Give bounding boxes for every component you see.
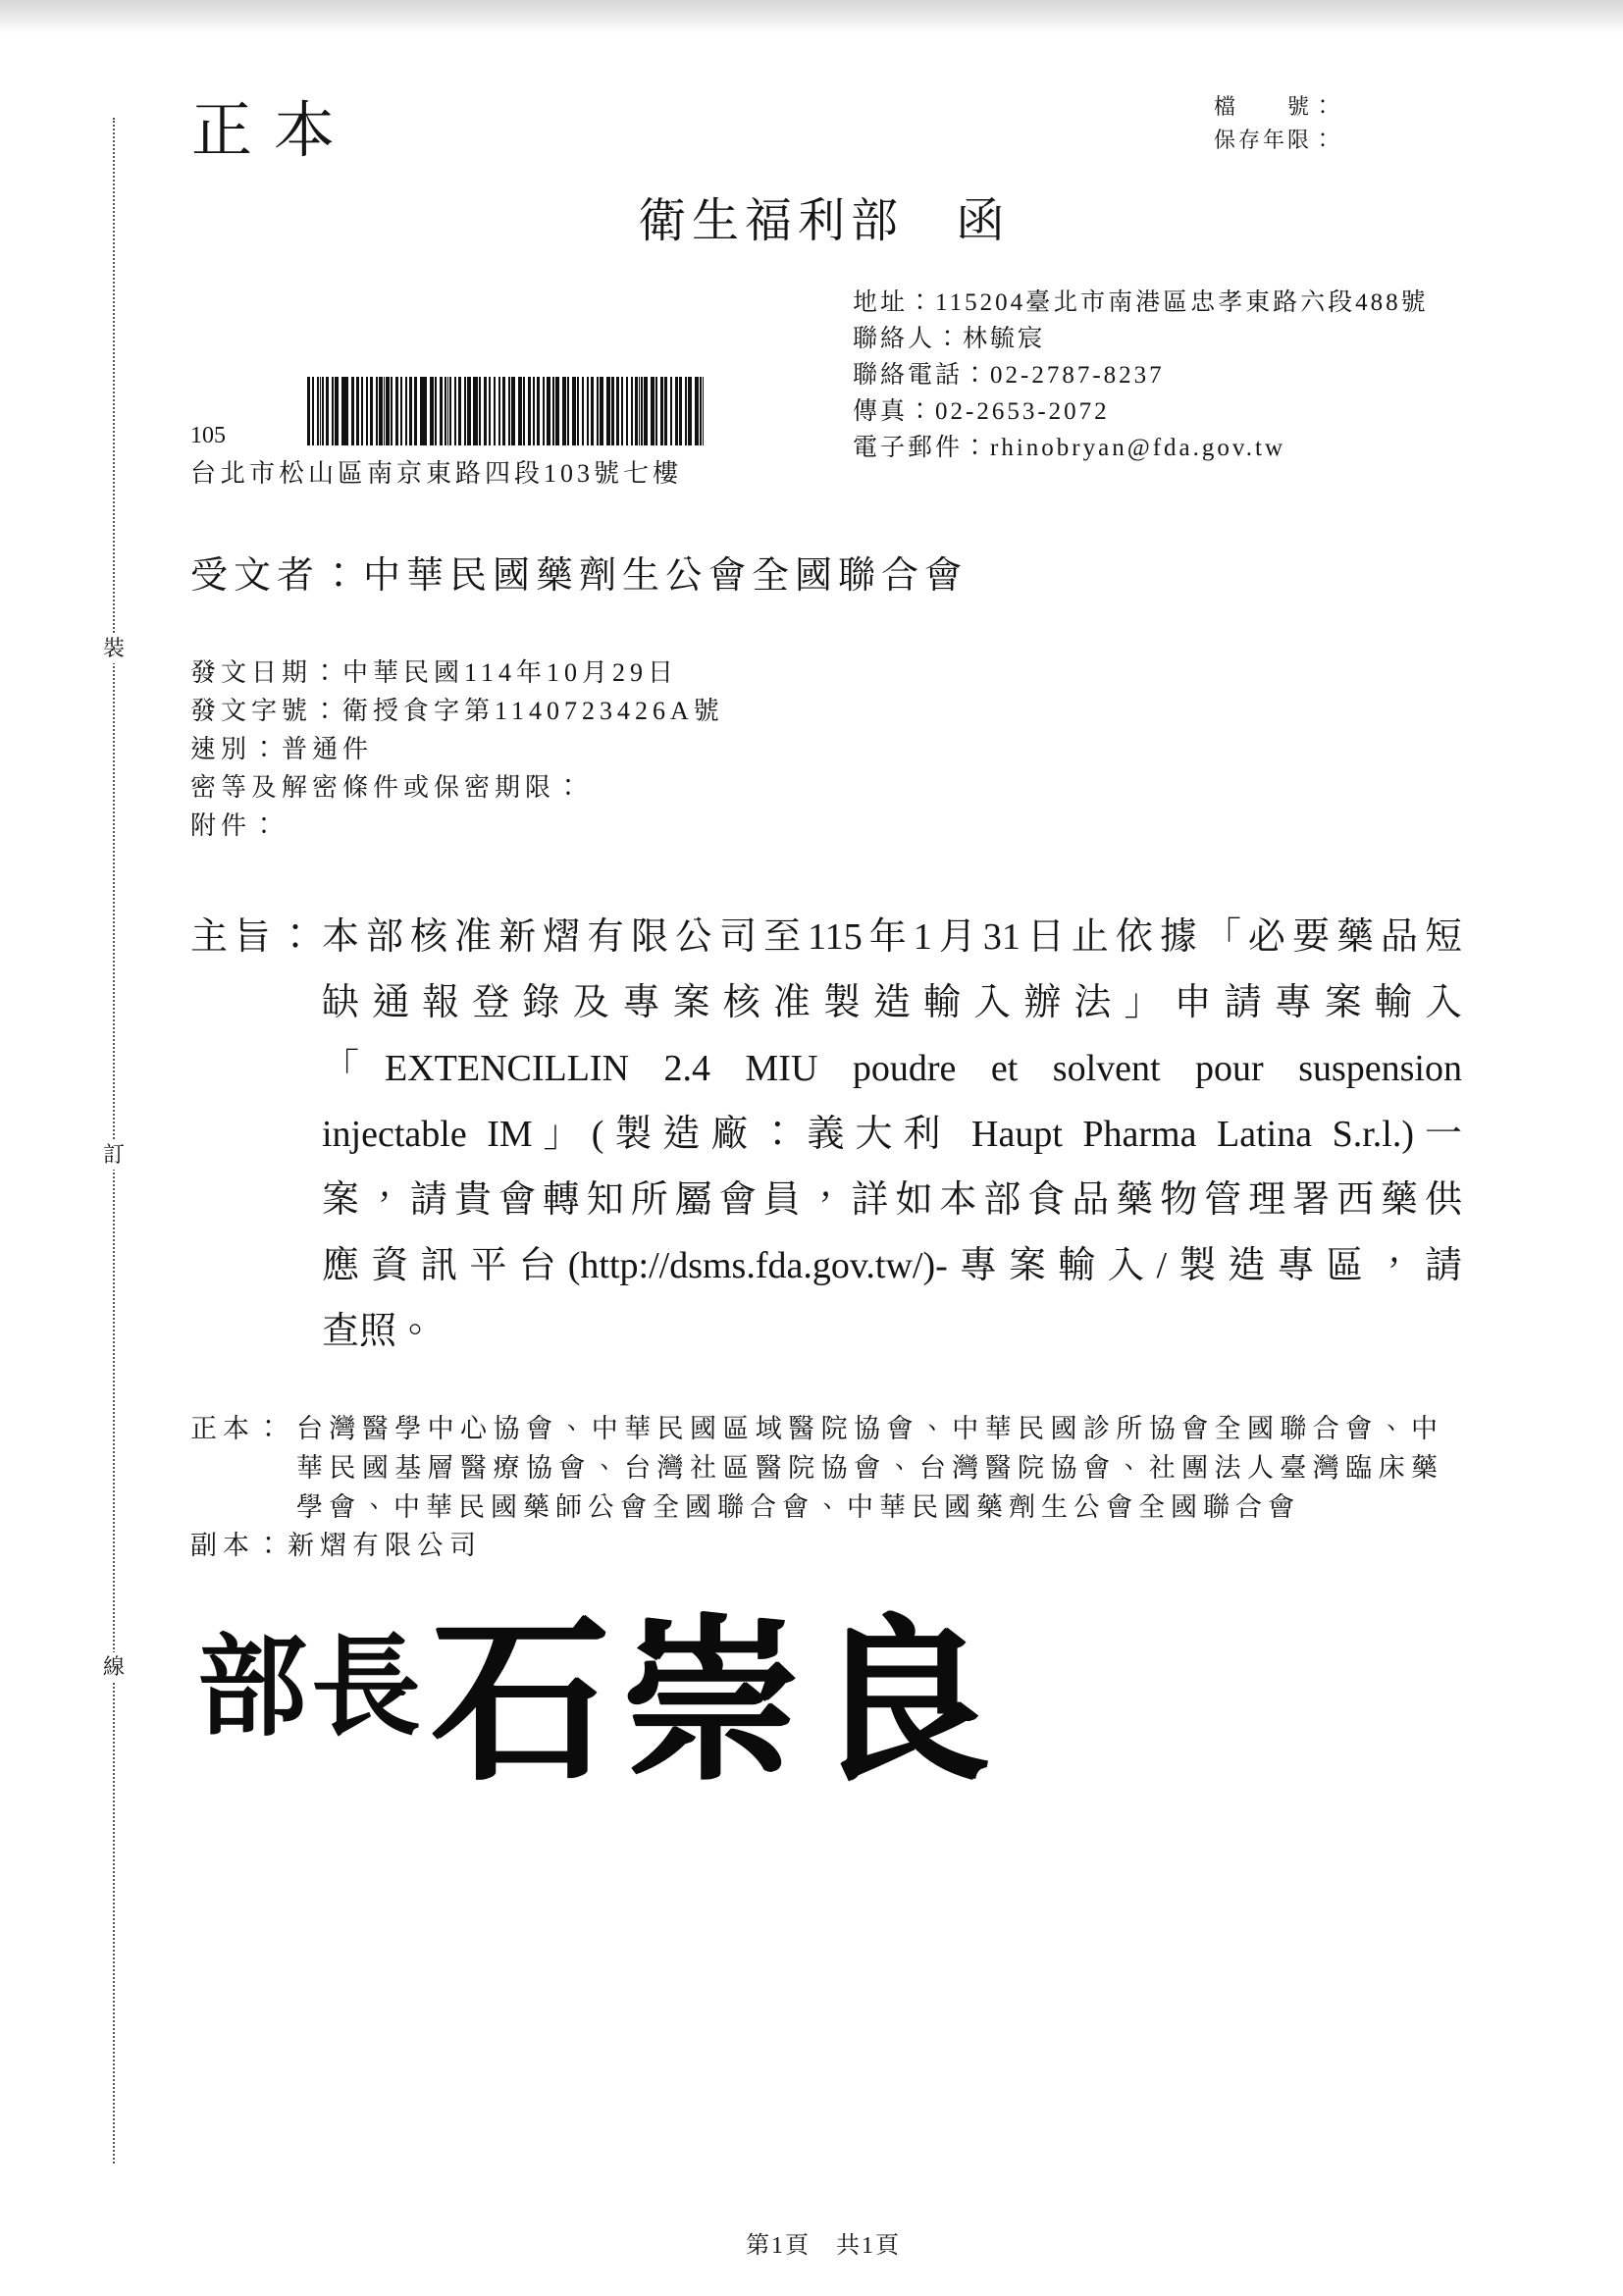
attachments: 附件： [190, 811, 283, 840]
subject-line: 缺通報登錄及專案核准製造輸入辦法」申請專案輸入 [322, 982, 1462, 1023]
binding-mark-ding: 訂 [98, 1140, 130, 1170]
original-recipients-label: 正本： [190, 1414, 288, 1443]
original-recipients-line: 華民國基層醫療協會、台灣社區醫院協會、台灣醫院協會、社團法人臺灣臨床藥 [296, 1453, 1440, 1483]
dispatch-date: 發文日期：中華民國114年10月29日 [190, 658, 679, 687]
subject-line: 查照。 [322, 1311, 435, 1352]
letter-title: 衛生福利部 函 [639, 195, 1011, 247]
original-recipients-line: 台灣醫學中心協會、中華民國區域醫院協會、中華民國診所協會全國聯合會、中 [296, 1414, 1440, 1443]
sender-email: 電子郵件：rhinobryan@fda.gov.tw [853, 435, 1286, 461]
dispatch-reference-number: 發文字號：衛授食字第1140723426A號 [190, 697, 724, 725]
sender-phone: 聯絡電話：02-2787-8237 [853, 362, 1165, 389]
binding-mark-xian: 線 [98, 1652, 130, 1682]
subject-body [322, 905, 1462, 1365]
original-recipients-line: 學會、中華民國藥師公會全國聯合會、中華民國藥劑生公會全國聯合會 [296, 1492, 1300, 1522]
subject-label: 主旨： [190, 916, 321, 958]
binding-mark-zhuang: 裝 [98, 634, 130, 663]
copy-recipients: 副本：新熠有限公司 [190, 1531, 482, 1560]
sender-address: 地址：115204臺北市南港區忠孝東路六段488號 [853, 289, 1429, 316]
page-number: 第1頁 共1頁 [746, 2233, 901, 2259]
original-recipients-list [296, 1409, 1440, 1527]
minister-signature: 石崇良 [432, 1605, 1004, 1800]
recipient: 受文者：中華民國藥劑生公會全國聯合會 [190, 555, 969, 597]
copy-type-mark: 正本 [191, 98, 357, 165]
subject-line: 應資訊平台(http://dsms.fda.gov.tw/)-專案輸入/製造專區，請 [322, 1245, 1462, 1286]
subject-line: 案，請貴會轉知所屬會員，詳如本部食品藥物管理署西藥供 [322, 1179, 1462, 1221]
sender-fax: 傳真：02-2653-2072 [853, 398, 1110, 425]
recipient-street-address: 台北市松山區南京東路四段103號七樓 [190, 459, 683, 488]
secrecy-level: 密等及解密條件或保密期限： [190, 773, 587, 802]
file-number-label: 檔 號： [1214, 94, 1337, 119]
signature-title: 部長 [197, 1628, 425, 1749]
subject-line: injectable IM」(製造廠：義大利 Haupt Pharma Latina S.r.l.)一 [322, 1114, 1462, 1155]
sender-info [853, 285, 1429, 466]
barcode [307, 377, 704, 445]
recipient-postal-code: 105 [190, 423, 226, 448]
retention-period-label: 保存年限： [1214, 128, 1337, 152]
scan-edge-shadow [0, 0, 1623, 33]
subject-line: 「EXTENCILLIN 2.4 MIU poudre et solvent pour suspension [322, 1048, 1462, 1089]
sender-contact: 聯絡人：林毓宸 [853, 326, 1046, 352]
delivery-speed: 速別：普通件 [190, 735, 374, 763]
dispatch-info [190, 653, 724, 845]
subject-line: 本部核准新熠有限公司至115年1月31日止依據「必要藥品短 [322, 916, 1462, 958]
